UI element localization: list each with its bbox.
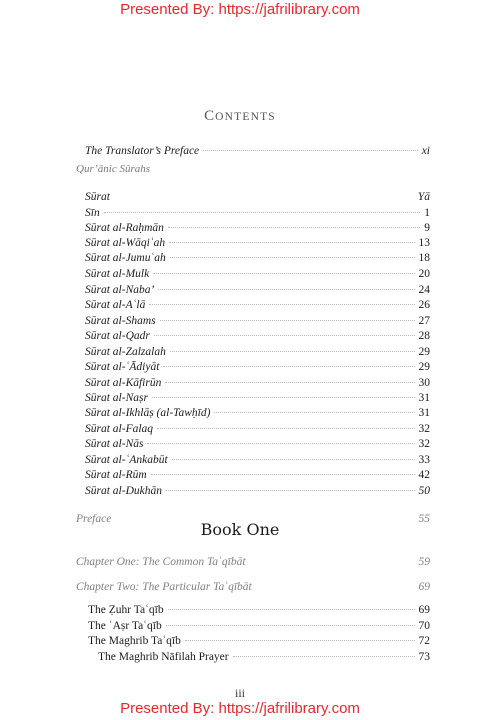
toc-entry-surah[interactable] <box>85 454 430 466</box>
dot-leader <box>203 150 418 151</box>
toc-entry-surah[interactable] <box>85 284 430 296</box>
dot-leader <box>104 212 421 213</box>
section-heading-quranic-surahs: Qur’ānic Sūrahs <box>76 163 151 175</box>
dot-leader <box>168 227 420 228</box>
dot-leader <box>170 351 415 352</box>
toc-entry-surah[interactable] <box>85 299 430 311</box>
toc-entry-label: Sūrat al-Zalzalah <box>85 346 166 358</box>
toc-entry-label: The Maghrib Taʿqīb <box>88 635 181 647</box>
toc-entry-translators-preface[interactable] <box>85 145 430 157</box>
dot-leader <box>166 625 415 626</box>
contents-heading <box>0 108 480 125</box>
toc-entry-label: Sūrat al-Rūm <box>85 469 147 481</box>
toc-entry-label: The ʿAṣr Taʿqīb <box>88 620 162 632</box>
toc-entry-page: 72 <box>418 635 430 647</box>
toc-entry-surah[interactable] <box>85 485 430 497</box>
toc-entry-label: Sūrat al-ʿAnkabūt <box>85 454 168 466</box>
toc-entry-page: Yā <box>417 191 430 203</box>
toc-entry-page: 24 <box>418 284 430 296</box>
toc-entry-page: xi <box>421 145 430 157</box>
toc-entry-label: Sūrat al-Raḥmān <box>85 222 164 234</box>
toc-entry-surah[interactable] <box>85 346 430 358</box>
toc-entry-page: 73 <box>418 651 430 663</box>
toc-entry-page: 29 <box>418 346 430 358</box>
toc-entry-page: 31 <box>418 407 430 419</box>
toc-entry-surah[interactable] <box>85 207 430 219</box>
dot-leader <box>149 304 414 305</box>
toc-entry-label: Sūrat al-Wāqiʿah <box>85 237 166 249</box>
watermark-banner-bottom: Presented By: https://jafrilibrary.com <box>120 700 360 717</box>
dot-leader <box>153 273 414 274</box>
dot-leader <box>172 459 415 460</box>
toc-entry-label: The Maghrib Nāfilah Prayer <box>98 651 229 663</box>
toc-entry-surah[interactable] <box>85 392 430 404</box>
toc-entry-surah[interactable] <box>85 361 430 373</box>
toc-entry-label: Sūrat al-Shams <box>85 315 156 327</box>
toc-entry-page: 18 <box>418 252 430 264</box>
dot-leader <box>154 335 415 336</box>
toc-entry-label: Sūrat al-Ikhlāṣ (al-Tawḥīd) <box>85 407 211 419</box>
toc-entry-surah[interactable] <box>85 407 430 419</box>
dot-leader <box>152 397 415 398</box>
toc-entry-page: 30 <box>418 377 430 389</box>
dot-leader <box>115 518 414 519</box>
toc-entry-page: 70 <box>418 620 430 632</box>
toc-entry-page: 32 <box>418 438 430 450</box>
toc-entry-surah[interactable] <box>85 191 430 203</box>
dot-leader <box>256 586 415 587</box>
dot-leader <box>250 561 415 562</box>
toc-entry-page: 69 <box>418 604 430 616</box>
toc-entry-page: 27 <box>418 315 430 327</box>
dot-leader <box>157 428 414 429</box>
toc-entry-label: Sūrat al-Nās <box>85 438 144 450</box>
contents-heading-rest: ONTENTS <box>215 111 276 123</box>
dot-leader <box>147 443 414 444</box>
dot-leader <box>160 320 415 321</box>
toc-entry-label: Sūrat <box>85 191 110 203</box>
toc-entry-label: Sūrat al-Kāfirūn <box>85 377 162 389</box>
dot-leader <box>114 196 414 197</box>
toc-entry-page: 55 <box>418 513 430 525</box>
toc-entry-label: The Translator’s Preface <box>85 145 200 157</box>
toc-entry-surah[interactable] <box>85 252 430 264</box>
toc-entry-page: 33 <box>418 454 430 466</box>
dot-leader <box>165 382 414 383</box>
toc-entry-label: Chapter Two: The Particular Taʿqībāt <box>76 581 252 593</box>
toc-entry-page: 9 <box>424 222 430 234</box>
toc-entry-page: 20 <box>418 268 430 280</box>
toc-entry-page: 29 <box>418 361 430 373</box>
toc-entry-page: 42 <box>418 469 430 481</box>
toc-entry-page: 28 <box>418 330 430 342</box>
dot-leader <box>163 366 414 367</box>
dot-leader <box>170 257 415 258</box>
toc-entry-label: Sūrat al-Qadr <box>85 330 150 342</box>
toc-entry-taqib[interactable] <box>88 604 430 616</box>
toc-entry-surah[interactable] <box>85 222 430 234</box>
toc-entry-page: 59 <box>418 556 430 568</box>
dot-leader <box>214 412 414 413</box>
toc-entry-page: 1 <box>424 207 430 219</box>
dot-leader <box>185 640 415 641</box>
toc-entry-surah[interactable] <box>85 268 430 280</box>
toc-entry-chapter-two[interactable] <box>76 581 430 593</box>
toc-entry-chapter-one[interactable] <box>76 556 430 568</box>
toc-entry-label: Sūrat al-Mulk <box>85 268 150 280</box>
toc-entry-label: Sūrat al-Jumuʿah <box>85 252 166 264</box>
toc-entry-label: The Ẓuhr Taʿqīb <box>88 604 164 616</box>
toc-entry-label: Sūrat al-Dukhān <box>85 485 162 497</box>
contents-heading-initial: C <box>204 108 216 124</box>
toc-entry-label: Chapter One: The Common Taʿqībāt <box>76 556 246 568</box>
toc-entry-surah[interactable] <box>85 330 430 342</box>
toc-entry-surah[interactable] <box>85 377 430 389</box>
toc-entry-label: Preface <box>76 513 112 525</box>
dot-leader <box>166 490 415 491</box>
toc-entry-surah[interactable] <box>85 315 430 327</box>
toc-entry-page: 32 <box>418 423 430 435</box>
toc-entry-surah[interactable] <box>85 438 430 450</box>
dot-leader <box>169 242 414 243</box>
toc-entry-label: Sūrat al-Naba’ <box>85 284 155 296</box>
dot-leader <box>151 474 415 475</box>
toc-entry-label: Sūrat al-Falaq <box>85 423 154 435</box>
toc-entry-label: Sūrat al-Naṣr <box>85 392 148 404</box>
toc-entry-page: 50 <box>418 485 430 497</box>
toc-entry-label: Sīn <box>85 207 100 219</box>
dot-leader <box>158 289 414 290</box>
toc-entry-page: 13 <box>418 237 430 249</box>
toc-entry-surah[interactable] <box>85 423 430 435</box>
dot-leader <box>233 656 415 657</box>
toc-entry-surah[interactable] <box>85 469 430 481</box>
toc-entry-label: Sūrat al-ʿĀdiyāt <box>85 361 160 373</box>
toc-entry-taqib[interactable] <box>88 620 430 632</box>
watermark-banner-top: Presented By: https://jafrilibrary.com <box>120 1 360 18</box>
toc-entry-page: 31 <box>418 392 430 404</box>
toc-entry-surah[interactable] <box>85 237 430 249</box>
toc-entry-page: 69 <box>418 581 430 593</box>
book-one-heading: Book One <box>200 520 280 539</box>
page-number: iii <box>234 686 245 700</box>
toc-entry-taqib[interactable] <box>88 635 430 647</box>
dot-leader <box>168 609 415 610</box>
toc-entry-taqib[interactable] <box>98 651 430 663</box>
toc-entry-label: Sūrat al-Aʿlā <box>85 299 146 311</box>
toc-entry-page: 26 <box>418 299 430 311</box>
